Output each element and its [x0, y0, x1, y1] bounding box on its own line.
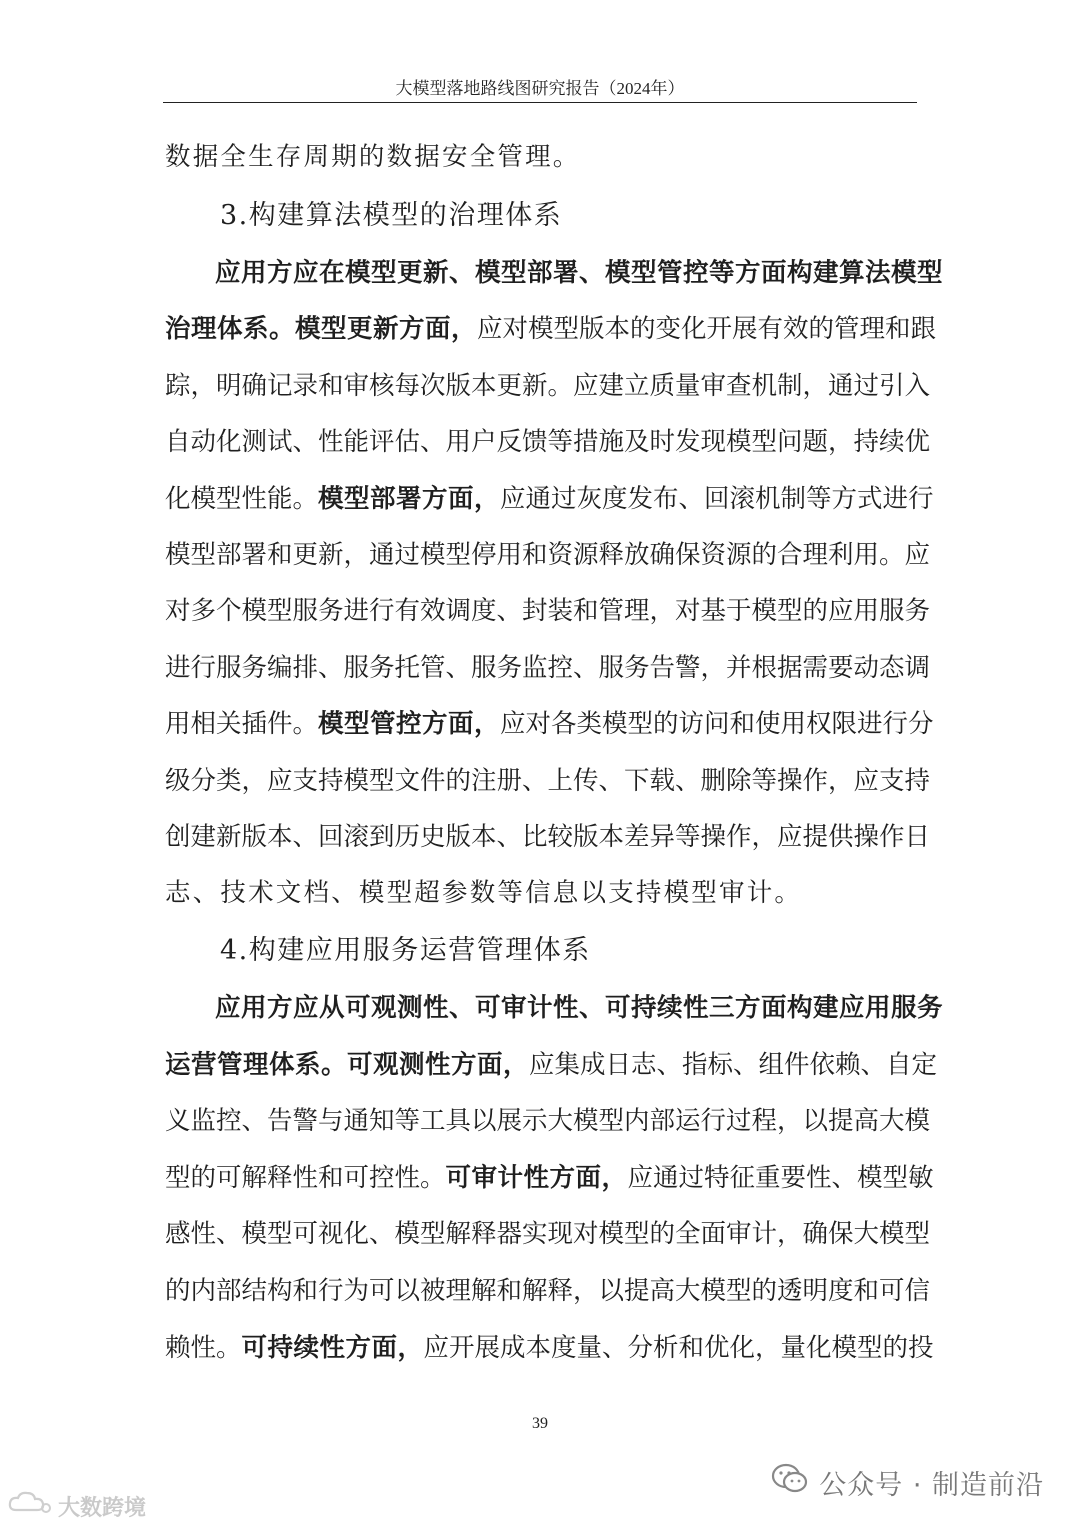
running-header: 大模型落地路线图研究报告（2024年）	[395, 79, 685, 98]
paragraph-line	[215, 253, 944, 293]
paragraph-line	[165, 535, 931, 575]
text-run: 进行服务编排、服务托管、服务监控、服务告警，并根据需要动态调	[165, 652, 931, 683]
text-run: 用相关插件。	[165, 709, 319, 740]
text-run: 应开展成本度量、分析和优化，量化模型的投	[423, 1332, 934, 1363]
bold-run: 可审计性方面，	[445, 1162, 628, 1193]
paragraph-line	[165, 761, 931, 801]
paragraph-line	[165, 1045, 938, 1085]
paragraph-line: 数据全生存周期的数据安全管理。	[165, 142, 581, 172]
paragraph-line	[165, 1271, 931, 1311]
watermark-brand	[6, 1490, 146, 1522]
paragraph-line	[165, 704, 934, 744]
text-run: 义监控、告警与通知等工具以展示大模型内部运行过程，以提高大模	[165, 1106, 931, 1137]
cloud-logo	[6, 1490, 52, 1522]
paragraph-line	[215, 988, 944, 1028]
text-run: 的内部结构和行为可以被理解和解释，以提高大模型的透明度和可信	[165, 1276, 931, 1306]
bold-run: 模型部署方面，	[318, 483, 501, 514]
paragraph-line	[165, 817, 931, 857]
watermark-wechat-text: 公众号 · 制造前沿	[819, 1469, 1044, 1501]
bold-run: 模型管控方面，	[318, 709, 501, 740]
text-run: 对多个模型服务进行有效调度、封装和管理，对基于模型的应用服务	[165, 596, 931, 627]
text-run: 化模型性能。	[165, 483, 319, 514]
text-run: 级分类，应支持模型文件的注册、上传、下载、删除等操作，应支持	[165, 765, 931, 796]
bold-run: 应用方应从可观测性、可审计性、可持续性三方面构建应用服务	[215, 993, 944, 1023]
paragraph-line	[165, 1101, 931, 1141]
wechat-icon	[771, 1463, 809, 1502]
text-run: 志、技术文档、模型超参数等信息以支持模型审计。	[165, 878, 803, 909]
text-run: 感性、模型可视化、模型解释器实现对模型的全面审计，确保大模型	[165, 1219, 931, 1250]
paragraph-line	[165, 479, 934, 519]
watermark-brand-text: 大数跨境	[58, 1495, 147, 1521]
text-run: 模型部署和更新，通过模型停用和资源释放确保资源的合理利用。应	[165, 540, 931, 570]
text-run: 踪，明确记录和审核每次版本更新。应建立质量审查机制，通过引入	[165, 370, 931, 401]
paragraph-line	[165, 873, 917, 913]
bold-run: 可持续性方面，	[241, 1332, 424, 1363]
bold-run: 运营管理体系。可观测性方面，	[165, 1049, 530, 1080]
paragraph-line	[165, 366, 931, 406]
page-number: 39	[532, 1415, 548, 1432]
bold-run: 治理体系。模型更新方面，	[165, 314, 478, 345]
paragraph-line	[165, 309, 937, 349]
paragraph-line	[165, 1328, 934, 1368]
text-run: 应对模型版本的变化开展有效的管理和跟	[477, 314, 937, 345]
paragraph-line	[165, 1158, 934, 1198]
text-run: 型的可解释性和可控性。	[165, 1162, 446, 1193]
paragraph-line	[165, 422, 931, 462]
watermark-wechat	[771, 1460, 1044, 1504]
section-heading-4: 4.构建应用服务运营管理体系	[220, 935, 591, 966]
section-heading-3: 3.构建算法模型的治理体系	[220, 200, 563, 231]
text-run: 应集成日志、指标、组件依赖、自定	[529, 1049, 938, 1080]
text-run: 自动化测试、性能评估、用户反馈等措施及时发现模型问题，持续优	[165, 427, 931, 458]
paragraph-line	[165, 591, 931, 631]
bold-run: 应用方应在模型更新、模型部署、模型管控等方面构建算法模型	[215, 258, 944, 288]
paragraph-line	[165, 1214, 931, 1254]
header-rule	[163, 102, 917, 103]
text-run: 创建新版本、回滚到历史版本、比较版本差异等操作，应提供操作日	[165, 822, 931, 852]
text-run: 应对各类模型的访问和使用权限进行分	[500, 709, 934, 740]
text-run: 应通过灰度发布、回滚机制等方式进行	[500, 483, 934, 514]
text-run: 赖性。	[165, 1332, 242, 1363]
paragraph-line	[165, 648, 931, 688]
text-run: 应通过特征重要性、模型敏	[627, 1162, 934, 1193]
